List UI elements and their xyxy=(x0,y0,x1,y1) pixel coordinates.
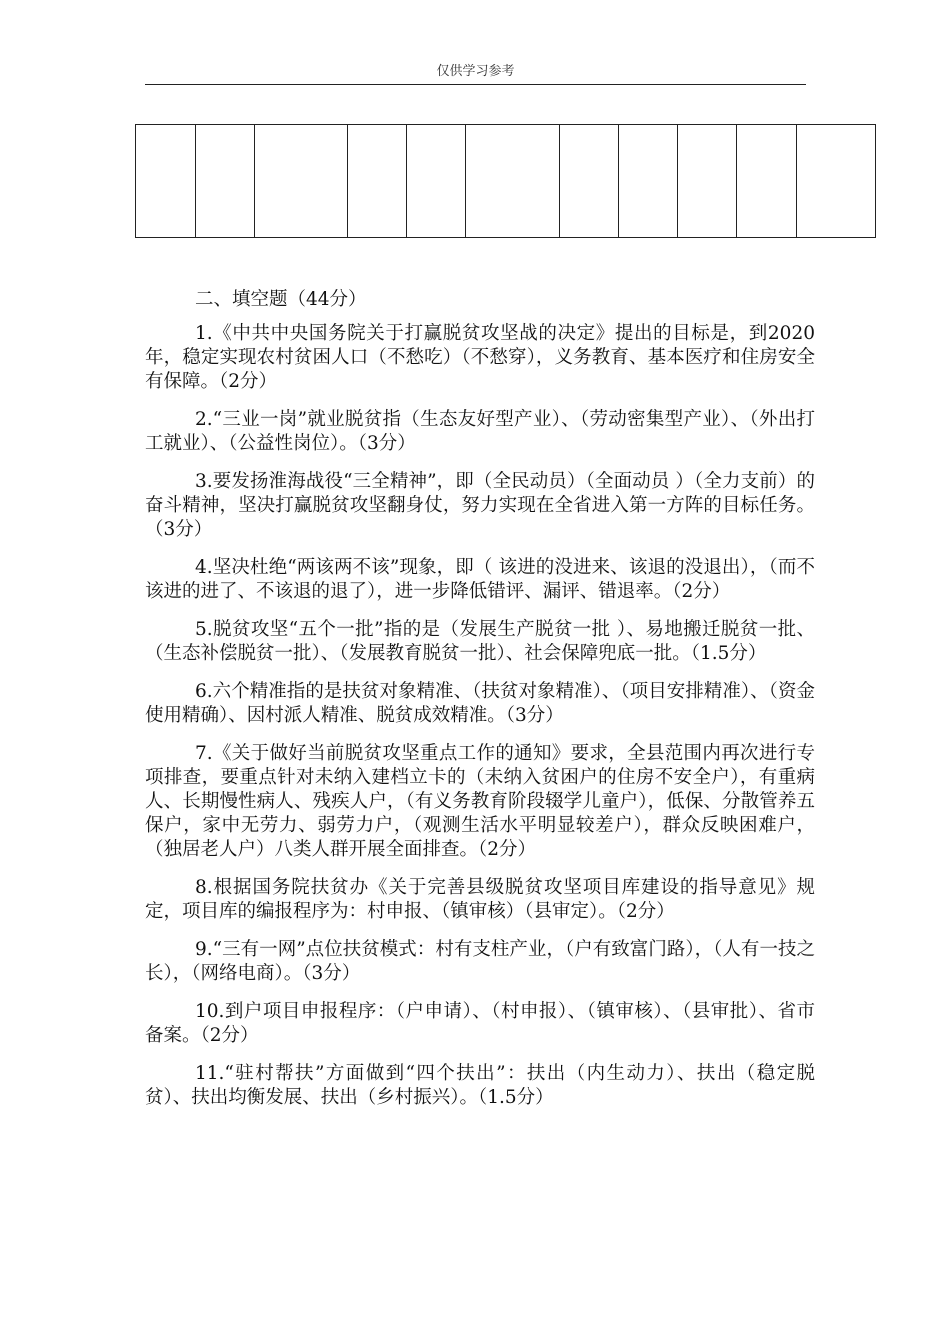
answer-cell xyxy=(678,125,737,238)
answer-cell xyxy=(466,125,560,238)
answer-cell xyxy=(196,125,255,238)
question-7: 7.《关于做好当前脱贫攻坚重点工作的通知》要求，全县范围内再次进行专项排查，要重点针对未纳入建档立卡的（未纳入贫困户的住房不安全户），有重病人、长期慢性病人、残疾人户，（有义务教育阶段辍学儿童户），低保、分散管养五保户，家中无劳力、弱劳力户，（观测生活水平明显较差户），群众反映困难户，（独居老人户）八类人群开展全面排查。（2分） xyxy=(145,743,815,860)
table-row xyxy=(136,125,876,238)
page-header: 仅供学习参考 xyxy=(145,64,806,85)
question-10: 10.到户项目申报程序：（户申请）、（村申报）、（镇审核）、（县审批）、省市备案。（2分） xyxy=(145,1001,815,1046)
answer-cell xyxy=(560,125,619,238)
answer-cell xyxy=(619,125,678,238)
question-3: 3.要发扬淮海战役“三全精神”，即（全民动员）（全面动员 ）（全力支前）的奋斗精神，坚决打赢脱贫攻坚翻身仗，努力实现在全省进入第一方阵的目标任务。（3分） xyxy=(145,471,815,540)
answer-cell xyxy=(348,125,407,238)
answer-cell xyxy=(737,125,797,238)
answer-grid-table xyxy=(135,124,876,238)
question-4: 4.坚决杜绝“两该两不该”现象，即（ 该进的没进来、该退的没退出），（而不该进的进了、不该退的退了），进一步降低错评、漏评、错退率。（2分） xyxy=(145,557,815,602)
question-6: 6.六个精准指的是扶贫对象精准、（扶贫对象精准）、（项目安排精准）、（资金使用精确）、因村派人精准、脱贫成效精准。（3分） xyxy=(145,681,815,726)
fill-in-blank-section xyxy=(145,288,815,1124)
question-9: 9.“三有一网”点位扶贫模式：村有支柱产业，（户有致富门路），（人有一技之长），（网络电商）。（3分） xyxy=(145,939,815,984)
answer-cell xyxy=(136,125,196,238)
section-title: 二、填空题（44分） xyxy=(195,289,367,310)
question-8: 8.根据国务院扶贫办《关于完善县级脱贫攻坚项目库建设的指导意见》规定，项目库的编报程序为：村申报、（镇审核）（县审定）。（2分） xyxy=(145,877,815,922)
question-11: 11.“驻村帮扶”方面做到“四个扶出”：扶出（内生动力）、扶出（稳定脱贫）、扶出均衡发展、扶出（乡村振兴）。（1.5分） xyxy=(145,1063,815,1108)
answer-cell xyxy=(407,125,466,238)
question-1: 1.《中共中央国务院关于打赢脱贫攻坚战的决定》提出的目标是，到2020年，稳定实现农村贫困人口（不愁吃）（不愁穿），义务教育、基本医疗和住房安全有保障。（2分） xyxy=(145,323,815,392)
question-5: 5.脱贫攻坚“五个一批”指的是（发展生产脱贫一批 ）、易地搬迁脱贫一批、（生态补偿脱贫一批）、（发展教育脱贫一批）、社会保障兜底一批。（1.5分） xyxy=(145,619,815,664)
answer-cell xyxy=(255,125,348,238)
answer-cell xyxy=(797,125,876,238)
question-2: 2.“三业一岗”就业脱贫指（生态友好型产业）、（劳动密集型产业）、（外出打工就业）、（公益性岗位）。（3分） xyxy=(145,409,815,454)
